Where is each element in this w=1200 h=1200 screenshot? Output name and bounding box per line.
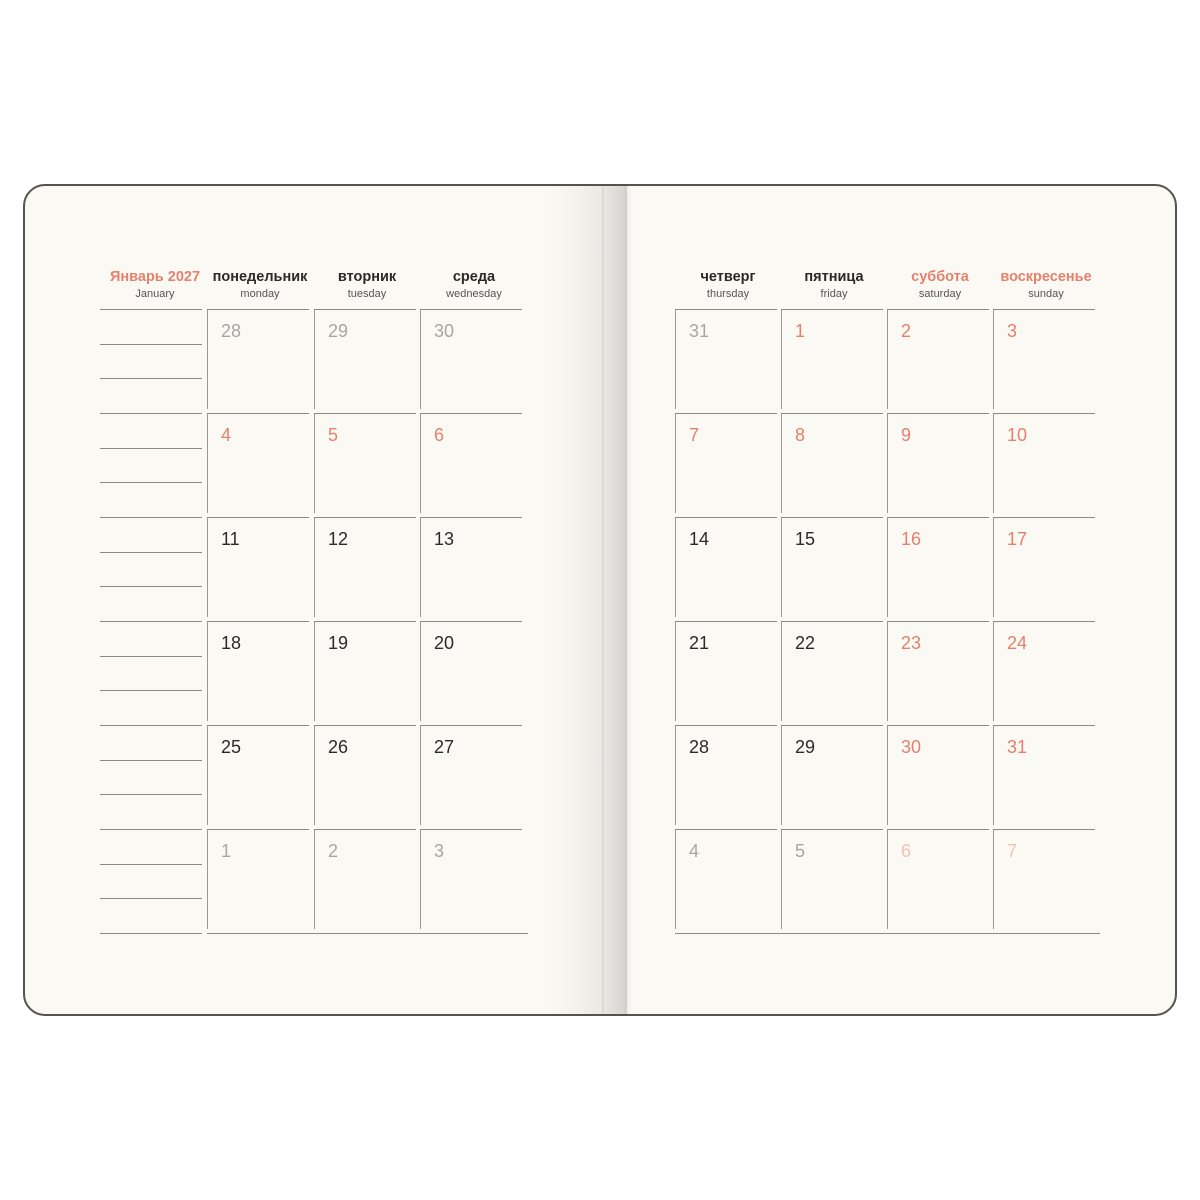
cell-divider (675, 414, 676, 513)
day-number[interactable]: 25 (221, 737, 242, 757)
notes-line (100, 482, 202, 483)
grid-line (420, 621, 522, 622)
month-header (102, 268, 208, 301)
grid-line (314, 413, 416, 414)
weekday-name-en: wednesday (446, 288, 502, 300)
cell-divider (887, 622, 888, 721)
spine-shadow-right (602, 186, 632, 1014)
day-number[interactable]: 3 (1007, 321, 1018, 341)
day-number[interactable]: 22 (795, 633, 816, 653)
grid-line (675, 725, 777, 726)
page-fold (602, 186, 604, 1014)
day-number[interactable]: 2 (901, 321, 912, 341)
cell-divider (675, 622, 676, 721)
cell-divider (314, 310, 315, 409)
cell-divider (314, 622, 315, 721)
weekday-header (421, 268, 527, 301)
grid-line (887, 829, 989, 830)
grid-line (675, 413, 777, 414)
cell-divider (314, 518, 315, 617)
grid-line (420, 413, 522, 414)
weekday-name-en: thursday (706, 288, 750, 300)
cell-divider (781, 830, 782, 929)
day-number[interactable]: 18 (221, 633, 242, 653)
day-number[interactable]: 16 (901, 529, 922, 549)
notes-line (100, 517, 202, 518)
day-number[interactable]: 12 (328, 529, 349, 549)
cell-divider (781, 414, 782, 513)
weekday-name: воскресенье (1000, 269, 1092, 285)
day-number[interactable]: 15 (795, 529, 816, 549)
day-number[interactable]: 9 (901, 425, 912, 445)
day-number[interactable]: 13 (434, 529, 455, 549)
cell-divider (420, 518, 421, 617)
weekday-header (675, 268, 781, 301)
cell-divider (207, 622, 208, 721)
weekday-name: вторник (337, 269, 397, 285)
cell-divider (314, 830, 315, 929)
cell-divider (314, 414, 315, 513)
day-number[interactable]: 29 (328, 321, 349, 341)
grid-line (675, 309, 777, 310)
grid-line (420, 309, 522, 310)
day-number[interactable]: 5 (795, 841, 806, 861)
grid-line (993, 413, 1095, 414)
cell-divider (887, 310, 888, 409)
cell-divider (420, 830, 421, 929)
notes-line (100, 725, 202, 726)
grid-line (781, 517, 883, 518)
cell-divider (207, 414, 208, 513)
grid-line (314, 309, 416, 310)
grid-line (887, 725, 989, 726)
notes-line (100, 933, 202, 934)
notes-line (100, 621, 202, 622)
grid-line (993, 829, 1095, 830)
grid-line (675, 621, 777, 622)
day-number[interactable]: 20 (434, 633, 455, 653)
day-number[interactable]: 19 (328, 633, 349, 653)
notes-line (100, 898, 202, 899)
notes-line (100, 656, 202, 657)
day-number[interactable]: 8 (795, 425, 806, 445)
grid-line (314, 725, 416, 726)
weekday-name-en: friday (820, 288, 848, 300)
grid-line (993, 517, 1095, 518)
day-number[interactable]: 23 (901, 633, 922, 653)
cell-divider (675, 518, 676, 617)
cell-divider (993, 414, 994, 513)
cell-divider (781, 310, 782, 409)
day-number[interactable]: 29 (795, 737, 816, 757)
grid-line (781, 829, 883, 830)
cell-divider (420, 622, 421, 721)
month-title: Январь 2027 (109, 269, 201, 285)
cell-divider (675, 830, 676, 929)
weekday-name-en: tuesday (347, 288, 387, 300)
day-number[interactable]: 11 (221, 529, 240, 549)
grid-line (420, 725, 522, 726)
grid-line (781, 309, 883, 310)
day-number[interactable]: 1 (221, 841, 232, 861)
grid-line (887, 621, 989, 622)
notes-line (100, 552, 202, 553)
weekday-header (993, 268, 1099, 301)
weekday-name-en: monday (240, 288, 280, 300)
weekday-name: понедельник (212, 269, 308, 285)
cell-divider (420, 726, 421, 825)
cell-divider (993, 622, 994, 721)
day-number[interactable]: 7 (689, 425, 700, 445)
weekday-name: суббота (911, 269, 969, 285)
grid-line (420, 517, 522, 518)
weekday-header (887, 268, 993, 301)
day-number[interactable]: 17 (1007, 529, 1028, 549)
grid-line (675, 829, 777, 830)
weekday-name: пятница (804, 269, 864, 285)
cell-divider (207, 518, 208, 617)
notes-line (100, 344, 202, 345)
grid-line (420, 829, 522, 830)
day-number[interactable]: 30 (434, 321, 455, 341)
grid-line (781, 413, 883, 414)
grid-line (781, 621, 883, 622)
cell-divider (781, 726, 782, 825)
day-number[interactable]: 1 (795, 321, 806, 341)
cell-divider (993, 726, 994, 825)
cell-divider (993, 830, 994, 929)
cell-divider (887, 518, 888, 617)
day-number[interactable]: 28 (221, 321, 242, 341)
notes-line (100, 760, 202, 761)
notes-line (100, 829, 202, 830)
weekday-name-en: sunday (1028, 288, 1064, 300)
grid-line (675, 517, 777, 518)
weekday-name: среда (452, 269, 496, 285)
notes-line (100, 448, 202, 449)
grid-line (314, 517, 416, 518)
cell-divider (675, 726, 676, 825)
day-number[interactable]: 28 (689, 737, 710, 757)
grid-line (207, 621, 309, 622)
grid-line (314, 621, 416, 622)
cell-divider (781, 518, 782, 617)
day-number[interactable]: 27 (434, 737, 455, 757)
grid-bottom-line (675, 933, 1100, 934)
grid-line (207, 829, 309, 830)
cell-divider (993, 518, 994, 617)
month-subtitle: January (135, 288, 175, 300)
day-number[interactable]: 4 (221, 425, 232, 445)
grid-line (207, 517, 309, 518)
cell-divider (420, 414, 421, 513)
cell-divider (887, 830, 888, 929)
cell-divider (675, 310, 676, 409)
day-number[interactable]: 24 (1007, 633, 1028, 653)
cell-divider (781, 622, 782, 721)
day-number[interactable]: 5 (328, 425, 339, 445)
weekday-header (314, 268, 420, 301)
day-number[interactable]: 14 (689, 529, 710, 549)
day-number[interactable]: 6 (434, 425, 445, 445)
grid-line (207, 309, 309, 310)
cell-divider (207, 726, 208, 825)
day-number[interactable]: 2 (328, 841, 339, 861)
day-number[interactable]: 31 (1007, 737, 1028, 757)
notes-line (100, 864, 202, 865)
grid-line (993, 621, 1095, 622)
grid-bottom-line (207, 933, 528, 934)
grid-line (887, 517, 989, 518)
day-number[interactable]: 3 (434, 841, 445, 861)
weekday-name-en: saturday (918, 288, 962, 300)
cell-divider (887, 726, 888, 825)
notes-line (100, 413, 202, 414)
day-number[interactable]: 7 (1007, 841, 1018, 861)
weekday-header (207, 268, 313, 301)
grid-line (887, 413, 989, 414)
grid-line (993, 309, 1095, 310)
day-number[interactable]: 30 (901, 737, 922, 757)
planner-spread (23, 184, 1177, 1016)
weekday-header (781, 268, 887, 301)
notes-line (100, 586, 202, 587)
grid-line (993, 725, 1095, 726)
weekday-name: четверг (700, 269, 756, 285)
notes-line (100, 690, 202, 691)
notes-line (100, 378, 202, 379)
cell-divider (207, 310, 208, 409)
cell-divider (993, 310, 994, 409)
day-number[interactable]: 10 (1007, 425, 1028, 445)
grid-line (207, 413, 309, 414)
notes-line (100, 309, 202, 310)
cell-divider (420, 310, 421, 409)
grid-line (314, 829, 416, 830)
cell-divider (887, 414, 888, 513)
notes-line (100, 794, 202, 795)
cell-divider (314, 726, 315, 825)
grid-line (781, 725, 883, 726)
day-number[interactable]: 26 (328, 737, 349, 757)
cell-divider (207, 830, 208, 929)
day-number[interactable]: 21 (689, 633, 710, 653)
grid-line (207, 725, 309, 726)
grid-line (887, 309, 989, 310)
day-number[interactable]: 31 (689, 321, 710, 341)
day-number[interactable]: 6 (901, 841, 912, 861)
day-number[interactable]: 4 (689, 841, 700, 861)
